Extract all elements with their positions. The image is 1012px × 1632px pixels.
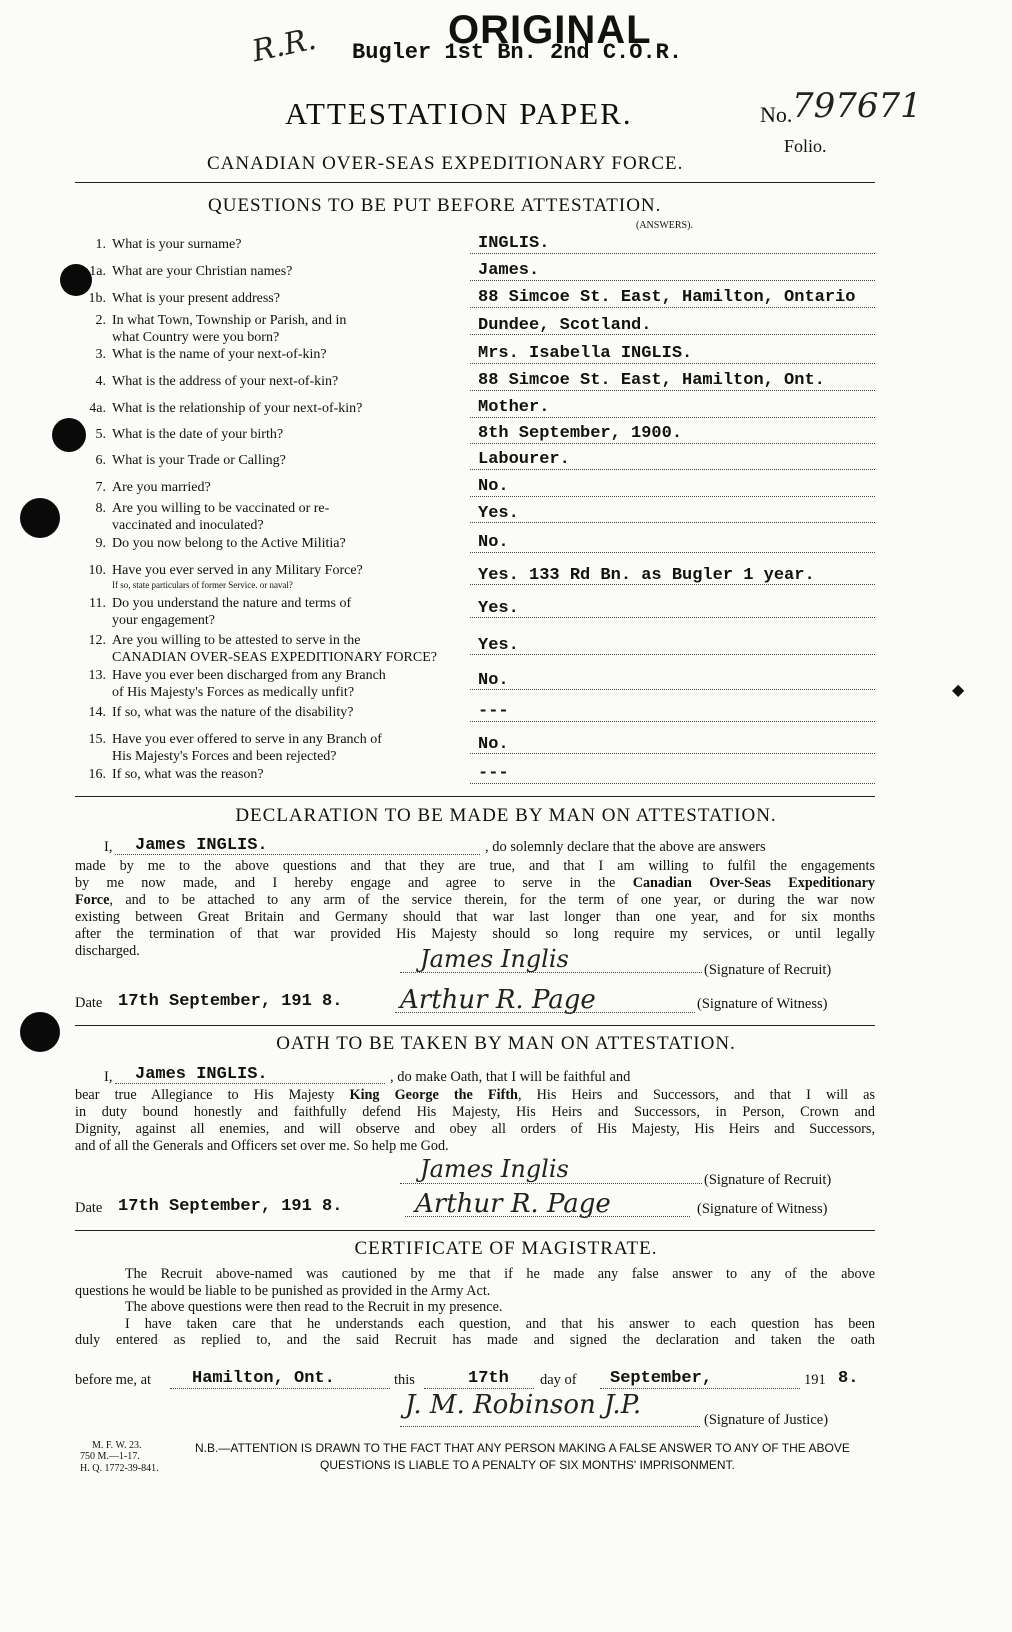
signature-line	[405, 1216, 690, 1217]
oath-king-name: King George the Fifth	[349, 1087, 518, 1103]
question-text: Have you ever offered to serve in any Branch of	[112, 732, 382, 747]
corner-initials: R.R.	[249, 21, 320, 70]
hq-code: H. Q. 1772-39-841.	[80, 1463, 159, 1474]
question-text: In what Town, Township or Parish, and in	[112, 313, 347, 328]
witness-signature-label: (Signature of Witness)	[697, 996, 828, 1012]
answer-value: No.	[478, 671, 509, 690]
question-row	[80, 562, 480, 596]
answer-value: James.	[478, 261, 540, 280]
unit-line: Bugler 1st Bn. 2nd C.O.R.	[352, 40, 683, 65]
oath-first-line: , do make Oath, that I will be faithful and	[390, 1069, 631, 1085]
question-row	[80, 312, 480, 346]
declaration-line: after the termination of that war provided His Majesty should so long require my services, or until legally	[75, 926, 875, 942]
answer-line	[470, 334, 875, 335]
question-row	[80, 373, 480, 390]
declaration-first-line: , do solemnly declare that the above are answers	[485, 839, 766, 855]
date-label: Date	[75, 1200, 103, 1216]
question-text: If so, what was the reason?	[112, 767, 264, 782]
regimental-number: 797671	[792, 86, 922, 126]
witness-signature: Arthur R. Page	[415, 1189, 611, 1219]
date-label: Date	[75, 995, 103, 1011]
answer-value: No.	[478, 735, 509, 754]
print-run: 750 M.—1-17.	[80, 1451, 140, 1462]
answer-line	[470, 617, 875, 618]
oath-line-rest: , His Heirs and Successors, and that I will as	[517, 1087, 875, 1103]
answer-value: ---	[478, 702, 509, 721]
question-row	[80, 766, 480, 783]
punch-hole	[20, 498, 60, 538]
declaration-line: existing between Great Britain and Germany should that war last longer than one year, and for six months	[75, 909, 875, 925]
answer-value: Mother.	[478, 398, 550, 417]
question-text: What is the name of your next-of-kin?	[112, 347, 327, 362]
question-text: What are your Christian names?	[112, 264, 293, 279]
question-text: of His Majesty's Forces as medically unfit?	[112, 685, 355, 700]
declaration-line: made by me to the above questions and that they are true, and that I am willing to fulfil the engagements	[75, 858, 875, 874]
certificate-heading: CERTIFICATE OF MAGISTRATE.	[354, 1238, 658, 1259]
divider	[75, 182, 875, 183]
divider	[75, 796, 875, 797]
question-text: His Majesty's Forces and been rejected?	[112, 749, 337, 764]
answer-value: Mrs. Isabella INGLIS.	[478, 344, 693, 363]
answer-value: Yes. 133 Rd Bn. as Bugler 1 year.	[478, 566, 815, 585]
certificate-day: 17th	[468, 1369, 509, 1388]
certificate-line: The Recruit above-named was cautioned by me that if he made any false answer to any of the above	[125, 1266, 875, 1282]
question-number: 5.	[95, 427, 106, 442]
recruit-signature: James Inglis	[420, 945, 569, 973]
question-text: your engagement?	[112, 613, 216, 628]
answer-line	[470, 584, 875, 585]
question-number: 3.	[95, 347, 106, 362]
question-row	[80, 595, 480, 629]
question-row	[80, 290, 480, 307]
question-text: What is the date of your birth?	[112, 427, 284, 442]
declaration-i: I,	[104, 839, 113, 855]
declaration-line	[75, 875, 875, 892]
force-subtitle: CANADIAN OVER-SEAS EXPEDITIONARY FORCE.	[207, 153, 684, 174]
place-line	[170, 1388, 390, 1389]
declaration-line-rest: , and to be attached to any arm of the service therein, for the term of one year, or during the war now	[109, 892, 875, 908]
answer-line	[470, 721, 875, 722]
question-text: If so, state particulars of former Service. or naval?	[112, 580, 293, 590]
divider	[75, 1230, 875, 1231]
answer-value: 88 Simcoe St. East, Hamilton, Ontario	[478, 288, 856, 307]
question-text: What is your present address?	[112, 291, 280, 306]
justice-signature: J. M. Robinson J.P.	[405, 1390, 642, 1420]
answer-value: Labourer.	[478, 450, 570, 469]
document-title: ATTESTATION PAPER.	[285, 96, 633, 131]
certificate-month: September,	[610, 1369, 713, 1388]
question-number: 11.	[89, 596, 106, 611]
answer-line	[470, 522, 875, 523]
certificate-place: Hamilton, Ont.	[192, 1369, 335, 1388]
question-row	[80, 731, 480, 765]
question-row	[80, 400, 480, 417]
oath-name: James INGLIS.	[135, 1065, 268, 1084]
question-text: Do you understand the nature and terms of	[112, 596, 352, 611]
declaration-name: James INGLIS.	[135, 836, 268, 855]
answer-value: INGLIS.	[478, 234, 550, 253]
answer-line	[470, 390, 875, 391]
answer-line	[470, 753, 875, 754]
question-text: Have you ever been discharged from any Branch	[112, 668, 386, 683]
justice-signature-label: (Signature of Justice)	[704, 1412, 829, 1428]
answer-line	[470, 783, 875, 784]
question-number: 14.	[88, 705, 106, 720]
question-text: Are you married?	[112, 480, 211, 495]
question-text: what Country were you born?	[112, 330, 280, 345]
answer-line	[470, 443, 875, 444]
certificate-line: duly entered as replied to, and the said Recruit has made and signed the declaration and taken the oath	[75, 1332, 875, 1348]
question-text: Do you now belong to the Active Militia?	[112, 536, 346, 551]
answers-label: (ANSWERS).	[636, 220, 693, 231]
question-row	[80, 452, 480, 469]
witness-signature-label: (Signature of Witness)	[697, 1201, 828, 1217]
declaration-date: 17th September, 191 8.	[118, 992, 343, 1011]
answer-value: 8th September, 1900.	[478, 424, 683, 443]
signature-line	[400, 1426, 700, 1427]
question-row	[80, 704, 480, 721]
question-text: Are you willing to be vaccinated or re-	[112, 501, 330, 516]
question-text: Have you ever served in any Military Force?	[112, 563, 363, 578]
question-number: 12.	[88, 633, 106, 648]
answer-value: No.	[478, 477, 509, 496]
question-number: 13.	[88, 668, 106, 683]
question-number: 15.	[88, 732, 106, 747]
attention-note-line2: QUESTIONS IS LIABLE TO A PENALTY OF SIX MONTHS' IMPRISONMENT.	[320, 1458, 735, 1472]
question-number: 2.	[95, 313, 106, 328]
question-text: Are you willing to be attested to serve in the	[112, 633, 361, 648]
question-row	[80, 535, 480, 552]
question-number: 4a.	[89, 401, 106, 416]
answer-line	[470, 307, 875, 308]
divider	[75, 1025, 875, 1026]
answer-value: 88 Simcoe St. East, Hamilton, Ont.	[478, 371, 825, 390]
declaration-line-start: by me now made, and I hereby engage and agree to serve in the	[75, 875, 633, 891]
answer-line	[470, 469, 875, 470]
day-of-label: day of	[540, 1372, 577, 1388]
witness-signature: Arthur R. Page	[400, 985, 596, 1015]
questions-heading: QUESTIONS TO BE PUT BEFORE ATTESTATION.	[208, 195, 662, 216]
name-line	[115, 854, 480, 855]
original-stamp: ORIGINAL	[448, 8, 652, 52]
answer-value: Yes.	[478, 504, 519, 523]
day-line	[424, 1388, 534, 1389]
answer-line	[470, 552, 875, 553]
oath-i: I,	[104, 1069, 113, 1085]
question-number: 8.	[95, 501, 106, 516]
question-number: 4.	[95, 374, 106, 389]
certificate-line: I have taken care that he understands each question, and that his answer to each question has been	[125, 1315, 875, 1332]
certificate-line: questions he would be liable to be punished as provided in the Army Act.	[75, 1282, 491, 1299]
year-prefix: 191	[804, 1372, 826, 1388]
form-code: M. F. W. 23.	[92, 1440, 142, 1451]
question-number: 9.	[95, 536, 106, 551]
question-text: vaccinated and inoculated?	[112, 518, 264, 533]
question-row	[80, 632, 480, 666]
answer-line	[470, 253, 875, 254]
this-label: this	[394, 1372, 415, 1388]
question-text: What is the address of your next-of-kin?	[112, 374, 339, 389]
name-line	[115, 1083, 385, 1084]
recruit-signature: James Inglis	[420, 1155, 569, 1183]
question-number: 7.	[95, 480, 106, 495]
signature-line	[395, 1012, 695, 1013]
question-number: 1b.	[88, 291, 106, 306]
question-row	[80, 479, 480, 496]
question-text: What is your surname?	[112, 237, 242, 252]
oath-line-start: bear true Allegiance to His Majesty	[75, 1087, 350, 1103]
signature-line	[400, 972, 702, 973]
number-label: No.	[760, 102, 793, 127]
question-text: What is your Trade or Calling?	[112, 453, 286, 468]
question-number: 16.	[88, 767, 106, 782]
oath-date: 17th September, 191 8.	[118, 1197, 343, 1216]
answer-line	[470, 496, 875, 497]
answer-value: Yes.	[478, 599, 519, 618]
question-row	[80, 426, 480, 443]
answer-value: No.	[478, 533, 509, 552]
oath-text	[75, 1087, 875, 1155]
answer-line	[470, 280, 875, 281]
answer-line	[470, 689, 875, 690]
declaration-force-name: Canadian Over-Seas Expeditionary	[632, 875, 875, 891]
before-me-label: before me, at	[75, 1372, 152, 1388]
answer-value: Dundee, Scotland.	[478, 316, 652, 335]
answer-line	[470, 417, 875, 418]
declaration-line: discharged.	[75, 943, 140, 959]
declaration-heading: DECLARATION TO BE MADE BY MAN ON ATTESTATION.	[235, 805, 777, 826]
question-number: 1a.	[89, 264, 106, 279]
oath-line: Dignity, against all enemies, and will observe and obey all orders of His Majesty, His Heirs and Successors,	[75, 1121, 875, 1137]
oath-line	[75, 1087, 875, 1104]
oath-line: and of all the Generals and Officers set over me. So help me God.	[75, 1138, 449, 1154]
recruit-signature-label: (Signature of Recruit)	[704, 1172, 832, 1188]
question-number: 6.	[95, 453, 106, 468]
month-line	[600, 1388, 800, 1389]
question-row	[80, 236, 480, 253]
attention-note-line1: N.B.—ATTENTION IS DRAWN TO THE FACT THAT ANY PERSON MAKING A FALSE ANSWER TO ANY OF THE ABOVE	[195, 1441, 850, 1455]
certificate-line: The above questions were then read to the Recruit in my presence.	[125, 1299, 503, 1315]
recruit-signature-label: (Signature of Recruit)	[704, 962, 832, 978]
signature-line	[400, 1183, 702, 1184]
declaration-force-word: Force	[75, 892, 110, 908]
answer-value: Yes.	[478, 636, 519, 655]
oath-line: in duty bound honestly and faithfully defend His Majesty, His Heirs and Successors, in Person, Crown and	[75, 1104, 875, 1120]
year-suffix: 8.	[838, 1369, 859, 1388]
question-row	[80, 667, 480, 701]
declaration-line	[75, 892, 875, 909]
question-text: If so, what was the nature of the disability?	[112, 705, 354, 720]
margin-mark: ◆	[952, 682, 965, 699]
folio-label: Folio.	[784, 136, 827, 156]
question-row	[80, 263, 480, 280]
answer-line	[470, 363, 875, 364]
answer-value: ---	[478, 764, 509, 783]
question-row	[80, 500, 480, 534]
question-text: CANADIAN OVER-SEAS EXPEDITIONARY FORCE?	[112, 650, 437, 665]
certificate-text	[75, 1266, 875, 1349]
oath-heading: OATH TO BE TAKEN BY MAN ON ATTESTATION.	[276, 1033, 736, 1054]
question-text: What is the relationship of your next-of-kin?	[112, 401, 363, 416]
question-number: 10.	[88, 563, 106, 578]
question-number: 1.	[95, 237, 106, 252]
answer-line	[470, 654, 875, 655]
question-row	[80, 346, 480, 363]
